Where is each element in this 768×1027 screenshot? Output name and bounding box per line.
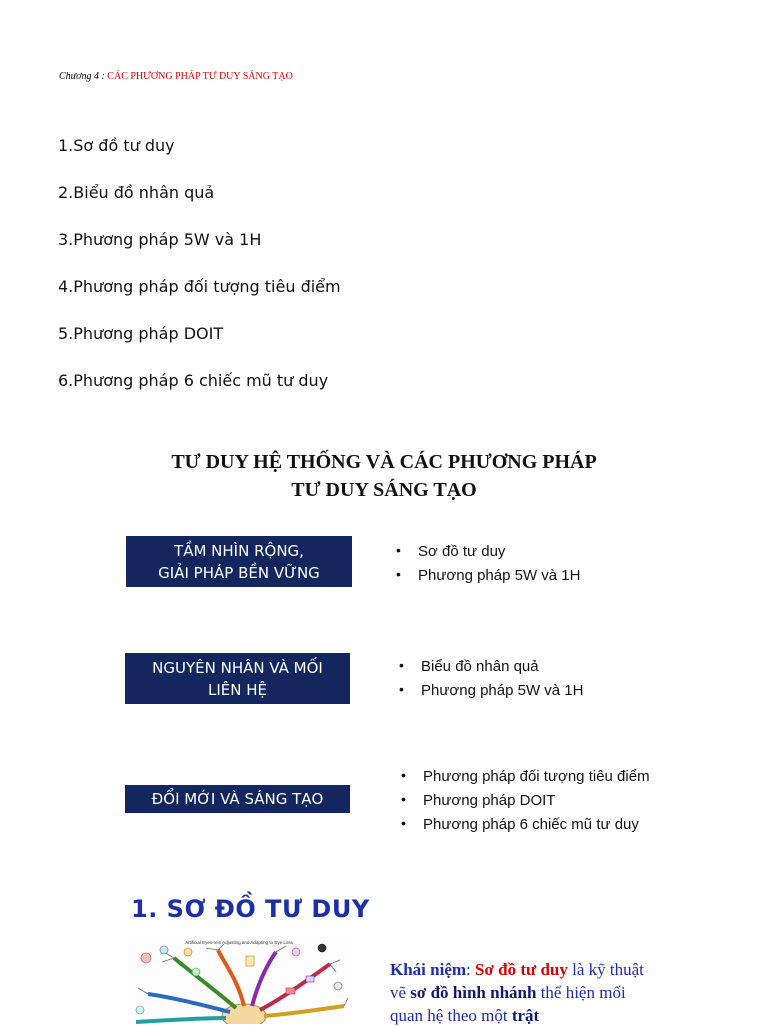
mindmap-icon [160,946,168,954]
concept-bold: trật [511,1006,540,1025]
branch [148,994,230,1012]
bullet-list-cause [399,655,583,703]
bullet-icon: • [399,681,404,697]
toc-item: 2.Biểu đồ nhân quả [58,183,215,202]
mindmap-icon [136,1006,144,1014]
concept-text: là kỹ thuật vẽ [390,960,644,1002]
bullet-text: Phương pháp 5W và 1H [418,567,581,584]
bullet-icon: • [396,566,401,582]
concept-term: Sơ đồ tư duy [475,960,568,979]
branch [264,1006,344,1016]
bullet-item [396,540,580,564]
chapter-title: CÁC PHƯƠNG PHÁP TƯ DUY SÁNG TẠO [107,71,293,82]
main-title-line1: TƯ DUY HỆ THỐNG VÀ CÁC PHƯƠNG PHÁP [171,451,597,473]
bullet-text: Phương pháp đối tượng tiêu điểm [423,768,650,785]
mindmap-icon [292,948,300,956]
mindmap-icon [306,976,314,982]
bullet-list-innovation [401,765,650,837]
mindmap-illustration [126,936,352,1024]
mindmap-image [126,936,352,1024]
bullet-item [396,564,580,588]
chapter-header [59,71,293,82]
main-title-line2: TƯ DUY SÁNG TẠO [291,479,477,501]
bullet-text: Biểu đồ nhân quả [421,658,539,675]
category-box-innovation [125,785,350,813]
bullet-item [401,765,650,789]
concept-colon: : [466,960,476,979]
bullet-icon: • [399,657,404,673]
mindmap-icon [318,944,326,952]
bullet-item [399,655,583,679]
concept-paragraph [390,958,650,1027]
bullet-list-vision [396,540,580,588]
bullet-text: Sơ đồ tư duy [418,543,506,560]
bullet-text: Phương pháp 5W và 1H [421,682,584,699]
category-box-line: ĐỔI MỚI VÀ SÁNG TẠO [151,790,324,808]
category-box-line: GIẢI PHÁP BỀN VỮNG [158,563,320,582]
branch [136,1018,226,1022]
toc-item: 3.Phương pháp 5W và 1H [58,230,262,249]
bullet-icon: • [401,815,406,831]
bullet-icon: • [396,542,401,558]
bullet-icon: • [401,791,406,807]
branch [252,952,276,1006]
bullet-item [399,679,583,703]
bullet-item [401,789,650,813]
toc-item: 6.Phương pháp 6 chiếc mũ tư duy [58,371,329,390]
mindmap-center-node [222,1004,266,1024]
category-box-cause [125,653,350,704]
bullet-text: Phương pháp 6 chiếc mũ tư duy [423,816,639,833]
toc-item: 5.Phương pháp DOIT [58,324,224,343]
bullet-icon: • [401,767,406,783]
mindmap-icon [192,968,200,976]
branch [260,964,330,1010]
mindmap-icon [184,948,192,956]
bullet-text: Phương pháp DOIT [423,792,556,809]
mindmap-icon [141,953,151,963]
concept-text: thể hiện mối quan hệ theo một [390,983,626,1025]
chapter-prefix: Chương 4 : [59,71,108,82]
category-box-line: NGUYÊN NHÂN VÀ MỐI [152,658,323,677]
main-title [0,448,768,504]
section-title: 1. SƠ ĐỒ TƯ DUY [131,895,370,923]
concept-label: Khái niệm [390,960,467,979]
mindmap-icon [286,988,295,994]
category-box-vision [126,536,352,587]
mindmap-icon [246,956,254,966]
category-box-line: LIÊN HỆ [207,680,267,699]
mindmap-caption: Artificial Eyes-rein Adjusting and Adapting to Eye Loss [185,940,293,945]
table-of-contents [58,136,341,418]
toc-item: 1.Sơ đồ tư duy [58,136,175,155]
bullet-item [401,813,650,837]
toc-item: 4.Phương pháp đối tượng tiêu điểm [58,277,341,296]
concept-bold: sơ đồ hình nhánh [410,983,537,1002]
mindmap-icon [334,982,342,990]
category-box-line: TẦM NHÌN RỘNG, [174,541,304,560]
